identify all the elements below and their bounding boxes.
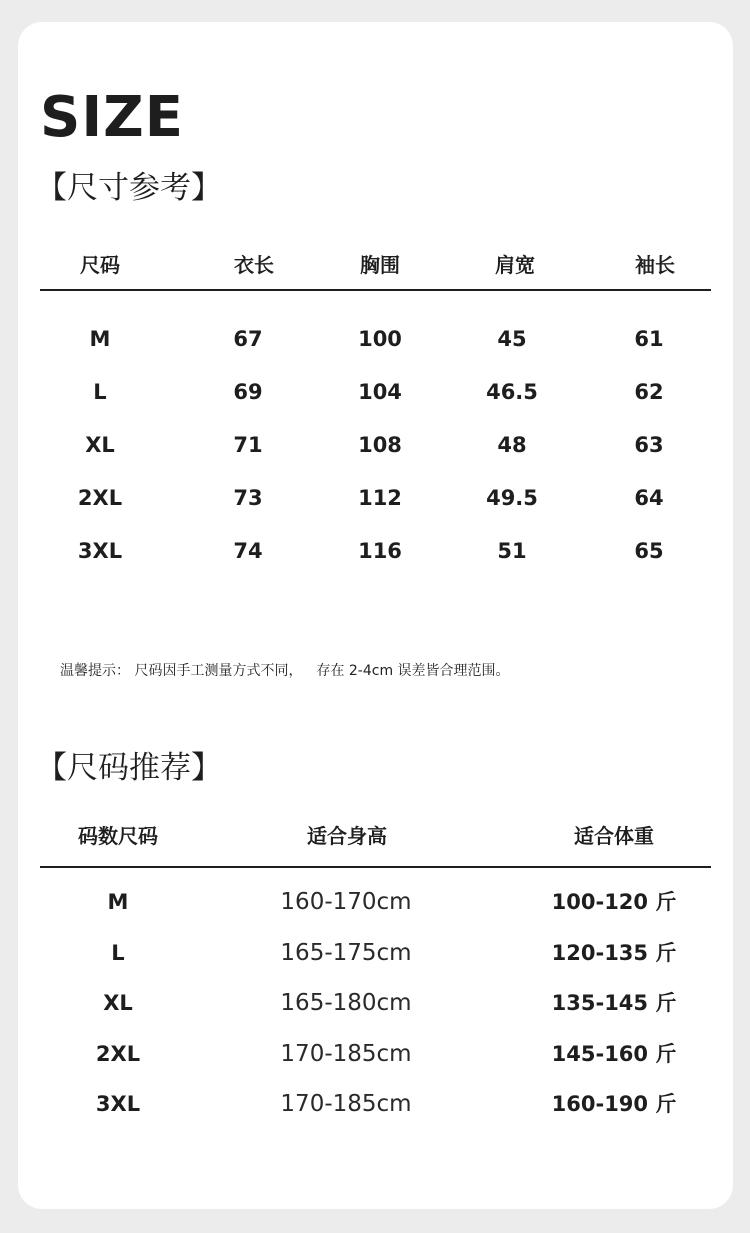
- cell-weight: 145-160 斤: [551, 1042, 677, 1066]
- cell-length: 67: [233, 327, 263, 351]
- cell-size: XL: [85, 433, 115, 457]
- cell-size: L: [111, 941, 125, 965]
- size-recommendation-heading: 【尺码推荐】: [36, 750, 222, 786]
- cell-length: 73: [233, 486, 263, 510]
- cell-size: M: [89, 327, 111, 351]
- cell-size: L: [93, 380, 107, 404]
- cell-sleeve: 61: [634, 327, 664, 351]
- col-header-size-code: 码数尺码: [78, 824, 158, 848]
- cell-height: 160-170cm: [280, 889, 412, 915]
- note-part-1: 温馨提示： 尺码因手工测量方式不同，: [60, 663, 303, 679]
- cell-height: 165-180cm: [280, 990, 412, 1016]
- col-header-shoulder: 肩宽: [495, 253, 535, 277]
- cell-sleeve: 62: [634, 380, 664, 404]
- cell-height: 170-185cm: [280, 1091, 412, 1117]
- cell-shoulder: 46.5: [486, 380, 538, 404]
- cell-sleeve: 64: [634, 486, 664, 510]
- cell-chest: 104: [358, 380, 402, 404]
- cell-shoulder: 51: [497, 539, 527, 563]
- col-header-height: 适合身高: [307, 824, 387, 848]
- cell-size: 3XL: [95, 1092, 141, 1116]
- cell-weight: 120-135 斤: [551, 941, 677, 965]
- cell-sleeve: 65: [634, 539, 664, 563]
- cell-size: M: [107, 890, 129, 914]
- cell-weight: 100-120 斤: [551, 890, 677, 914]
- note-part-2: 存在 2-4cm 误差皆合理范围。: [316, 663, 510, 679]
- cell-size: 2XL: [77, 486, 123, 510]
- cell-height: 170-185cm: [280, 1041, 412, 1067]
- measurement-note: [60, 660, 510, 682]
- cell-weight: 135-145 斤: [551, 991, 677, 1015]
- cell-size: XL: [103, 991, 133, 1015]
- col-header-length: 衣长: [234, 253, 274, 277]
- cell-size: 2XL: [95, 1042, 141, 1066]
- col-header-size: 尺码: [80, 253, 120, 277]
- cell-sleeve: 63: [634, 433, 664, 457]
- table-header-rule: [40, 866, 711, 868]
- table-header-rule: [40, 289, 711, 291]
- size-reference-heading: 【尺寸参考】: [36, 170, 222, 206]
- cell-length: 71: [233, 433, 263, 457]
- cell-size: 3XL: [77, 539, 123, 563]
- cell-chest: 112: [358, 486, 402, 510]
- cell-chest: 100: [358, 327, 402, 351]
- cell-length: 69: [233, 380, 263, 404]
- col-header-chest: 胸围: [360, 253, 400, 277]
- col-header-weight: 适合体重: [574, 824, 654, 848]
- col-header-sleeve: 袖长: [635, 253, 675, 277]
- cell-weight: 160-190 斤: [551, 1092, 677, 1116]
- cell-chest: 108: [358, 433, 402, 457]
- cell-length: 74: [233, 539, 263, 563]
- cell-shoulder: 45: [497, 327, 527, 351]
- cell-chest: 116: [358, 539, 402, 563]
- cell-shoulder: 49.5: [486, 486, 538, 510]
- cell-shoulder: 48: [497, 433, 527, 457]
- cell-height: 165-175cm: [280, 940, 412, 966]
- page-title: SIZE: [40, 85, 185, 150]
